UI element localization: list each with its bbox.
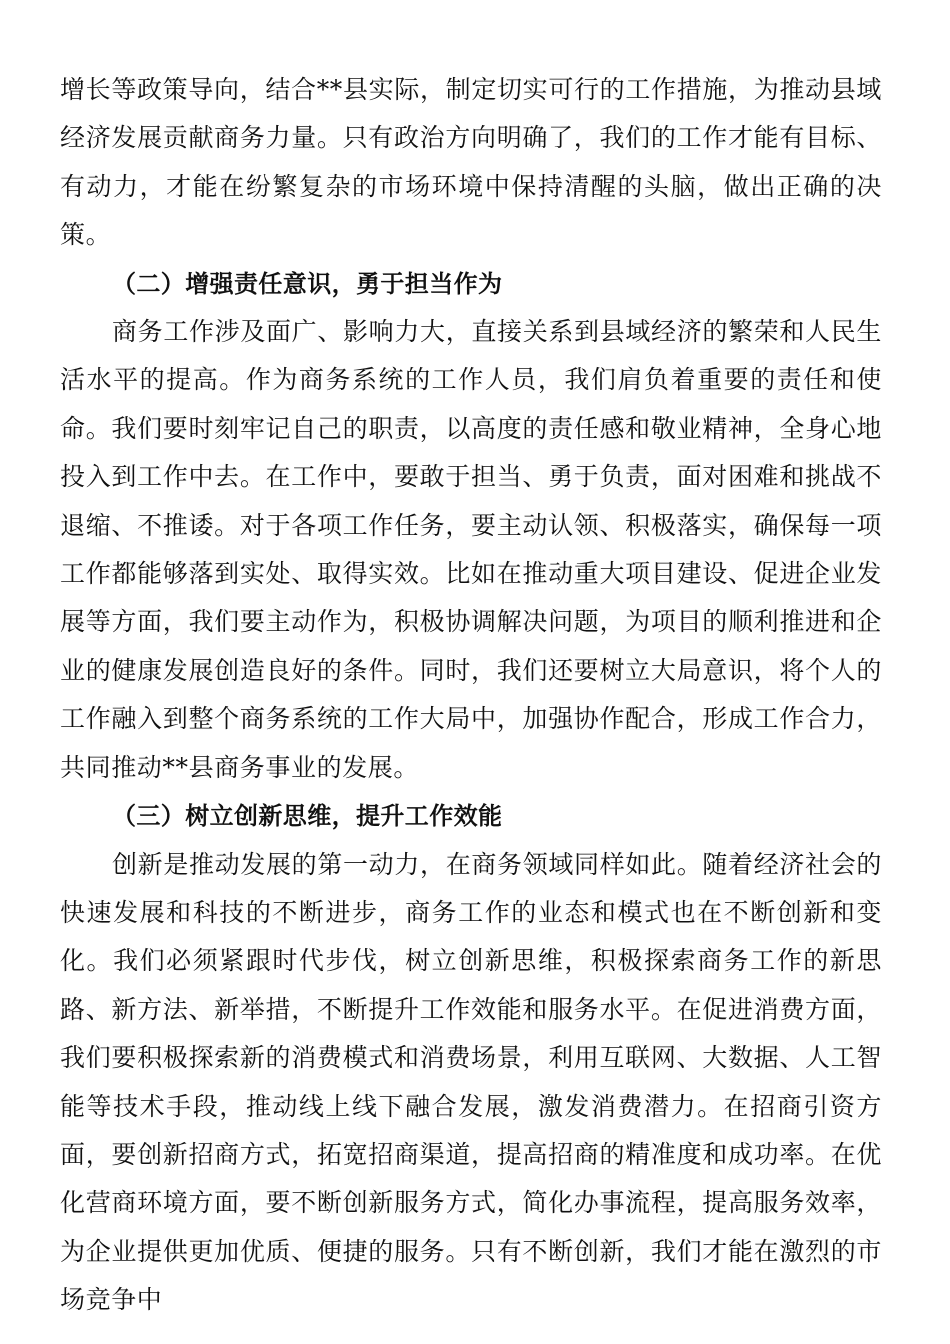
section-heading-3: （三）树立创新思维，提升工作效能 xyxy=(112,802,503,831)
document-body xyxy=(60,66,882,1325)
section-body-3: 创新是推动发展的第一动力，在商务领域同样如此。随着经济社会的快速发展和科技的不断进步，商务工作的业态和模式也在不断创新和变化。我们必须紧跟时代步伐，树立创新思维，积极探索商务工作的新思路、新方法、新举措，不断提升工作效能和服务水平。在促进消费方面，我们要积极探索新的消费模式和消费场景，利用互联网、大数据、人工智能等技术手段，推动线上线下融合发展，激发消费潜力。在招商引资方面，要创新招商方式，拓宽招商渠道，提高招商的精准度和成功率。在优化营商环境方面，要不断创新服务方式，简化办事流程，提高服务效率，为企业提供更加优质、便捷的服务。只有不断创新，我们才能在激烈的市场竞争中 xyxy=(60,849,882,1315)
section-heading-2: （二）增强责任意识，勇于担当作为 xyxy=(112,269,503,298)
paragraph-continuation: 增长等政策导向，结合**县实际，制定切实可行的工作措施，为推动县域经济发展贡献商务力量。只有政治方向明确了，我们的工作才能有目标、有动力，才能在纷繁复杂的市场环境中保持清醒的头脑，做出正确的决策。 xyxy=(60,75,882,250)
section-body-2: 商务工作涉及面广、影响力大，直接关系到县域经济的繁荣和人民生活水平的提高。作为商务系统的工作人员，我们肩负着重要的责任和使命。我们要时刻牢记自己的职责，以高度的责任感和敬业精神，全身心地投入到工作中去。在工作中，要敢于担当、勇于负责，面对困难和挑战不退缩、不推诿。对于各项工作任务，要主动认领、积极落实，确保每一项工作都能够落到实处、取得实效。比如在推动重大项目建设、促进企业发展等方面，我们要主动作为，积极协调解决问题，为项目的顺利推进和企业的健康发展创造良好的条件。同时，我们还要树立大局意识，将个人的工作融入到整个商务系统的工作大局中，加强协作配合，形成工作合力，共同推动**县商务事业的发展。 xyxy=(60,317,882,782)
